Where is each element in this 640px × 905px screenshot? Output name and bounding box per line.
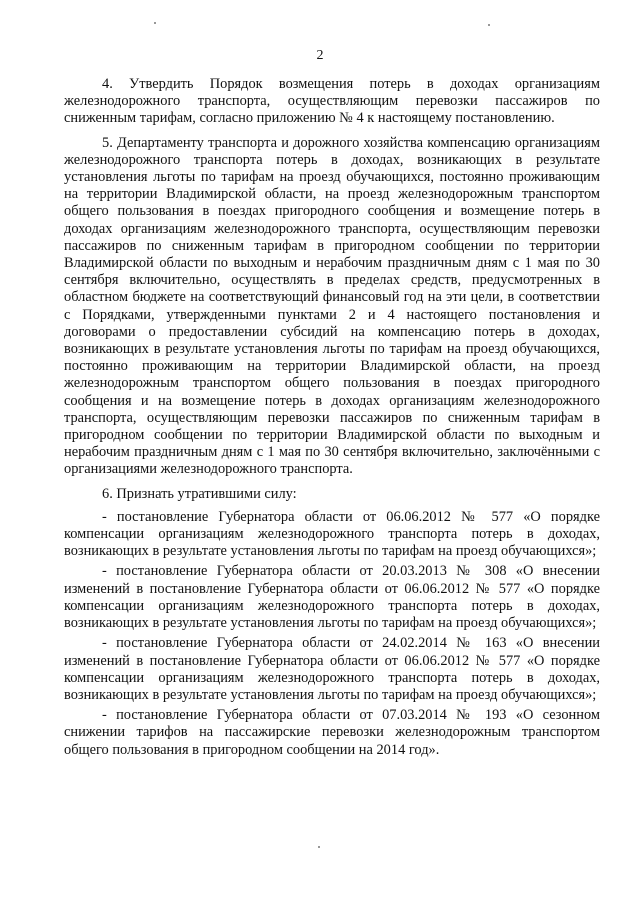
- repealed-act-2: - постановление Губернатора области от 20.03.2013 № 308 «О внесении изменений в постановление Губернатора области от 06.06.2012 № 577 «О порядке компенсации организациям железнодорожного транспорта потерь в доходах, возникающих в результате установления льготы по тарифам на проезд обучающихся»;: [64, 563, 600, 632]
- repealed-act-3: - постановление Губернатора области от 24.02.2014 № 163 «О внесении изменений в постановление Губернатора области от 06.06.2012 № 577 «О порядке компенсации организациям железнодорожного транспорта потерь в доходах, возникающих в результате установления льготы по тарифам на проезд обучающихся»;: [64, 635, 600, 703]
- scan-speck: [154, 22, 156, 24]
- scan-speck: [488, 24, 490, 26]
- scan-speck: [318, 846, 320, 848]
- page-number: 2: [316, 48, 324, 63]
- repealed-act-4: - постановление Губернатора области от 07.03.2014 № 193 «О сезонном снижении тарифов на пассажирские перевозки железнодорожным транспортом общего пользования в пригородном сообщении на 2014 год».: [64, 707, 600, 758]
- document-body: [64, 76, 600, 762]
- repealed-act-1: - постановление Губернатора области от 06.06.2012 № 577 «О порядке компенсации организациям железнодорожного транспорта потерь в доходах, возникающих в результате установления льготы по тарифам на проезд обучающихся»;: [64, 508, 600, 560]
- paragraph-item-5: 5. Департаменту транспорта и дорожного хозяйства компенсацию организациям железнодорожного транспорта потерь в доходах, возникающих в результате установления льготы по тарифам на проезд обучающихся, постоянно проживающим на территории Владимирской области, на проезд железнодорожным транспортом общего пользования в поездах пригородного сообщения и возмещение потерь в доходах организациям железнодорожного транспорта, осуществляющим перевозки пассажиров по сниженным тарифам в пригородном сообщении по территории Владимирской области по выходным и нерабочим праздничным дням с 1 мая по 30 сентября включительно, осуществлять в пределах средств, предусмотренных в областном бюджете на соответствующий финансовый год на эти цели, в соответствии с Порядками, утвержденными пунктами 2 и 4 настоящего постановления и договорами о предоставлении субсидий на компенсацию потерь в доходах, возникающих в результате установления льготы по тарифам на проезд обучающихся, постоянно проживающим на территории Владимирской области, на проезд железнодорожным транспортом общего пользования в поездах пригородного сообщения и на возмещение потерь в доходах организациям железнодорожного транспорта, осуществляющим перевозки пассажиров по сниженным тарифам в пригородном сообщении по территории Владимирской области по выходным и нерабочим праздничным дням с 1 мая по 30 сентября включительно, заключёнными с организациями железнодорожного транспорта.: [64, 134, 600, 478]
- paragraph-item-4: 4. Утвердить Порядок возмещения потерь в доходах организациям железнодорожного транспорта, осуществляющим перевозки пассажиров по сниженным тарифам, согласно приложению № 4 к настоящему постановлению.: [64, 76, 600, 127]
- paragraph-item-6-heading: 6. Признать утратившими силу:: [102, 485, 297, 502]
